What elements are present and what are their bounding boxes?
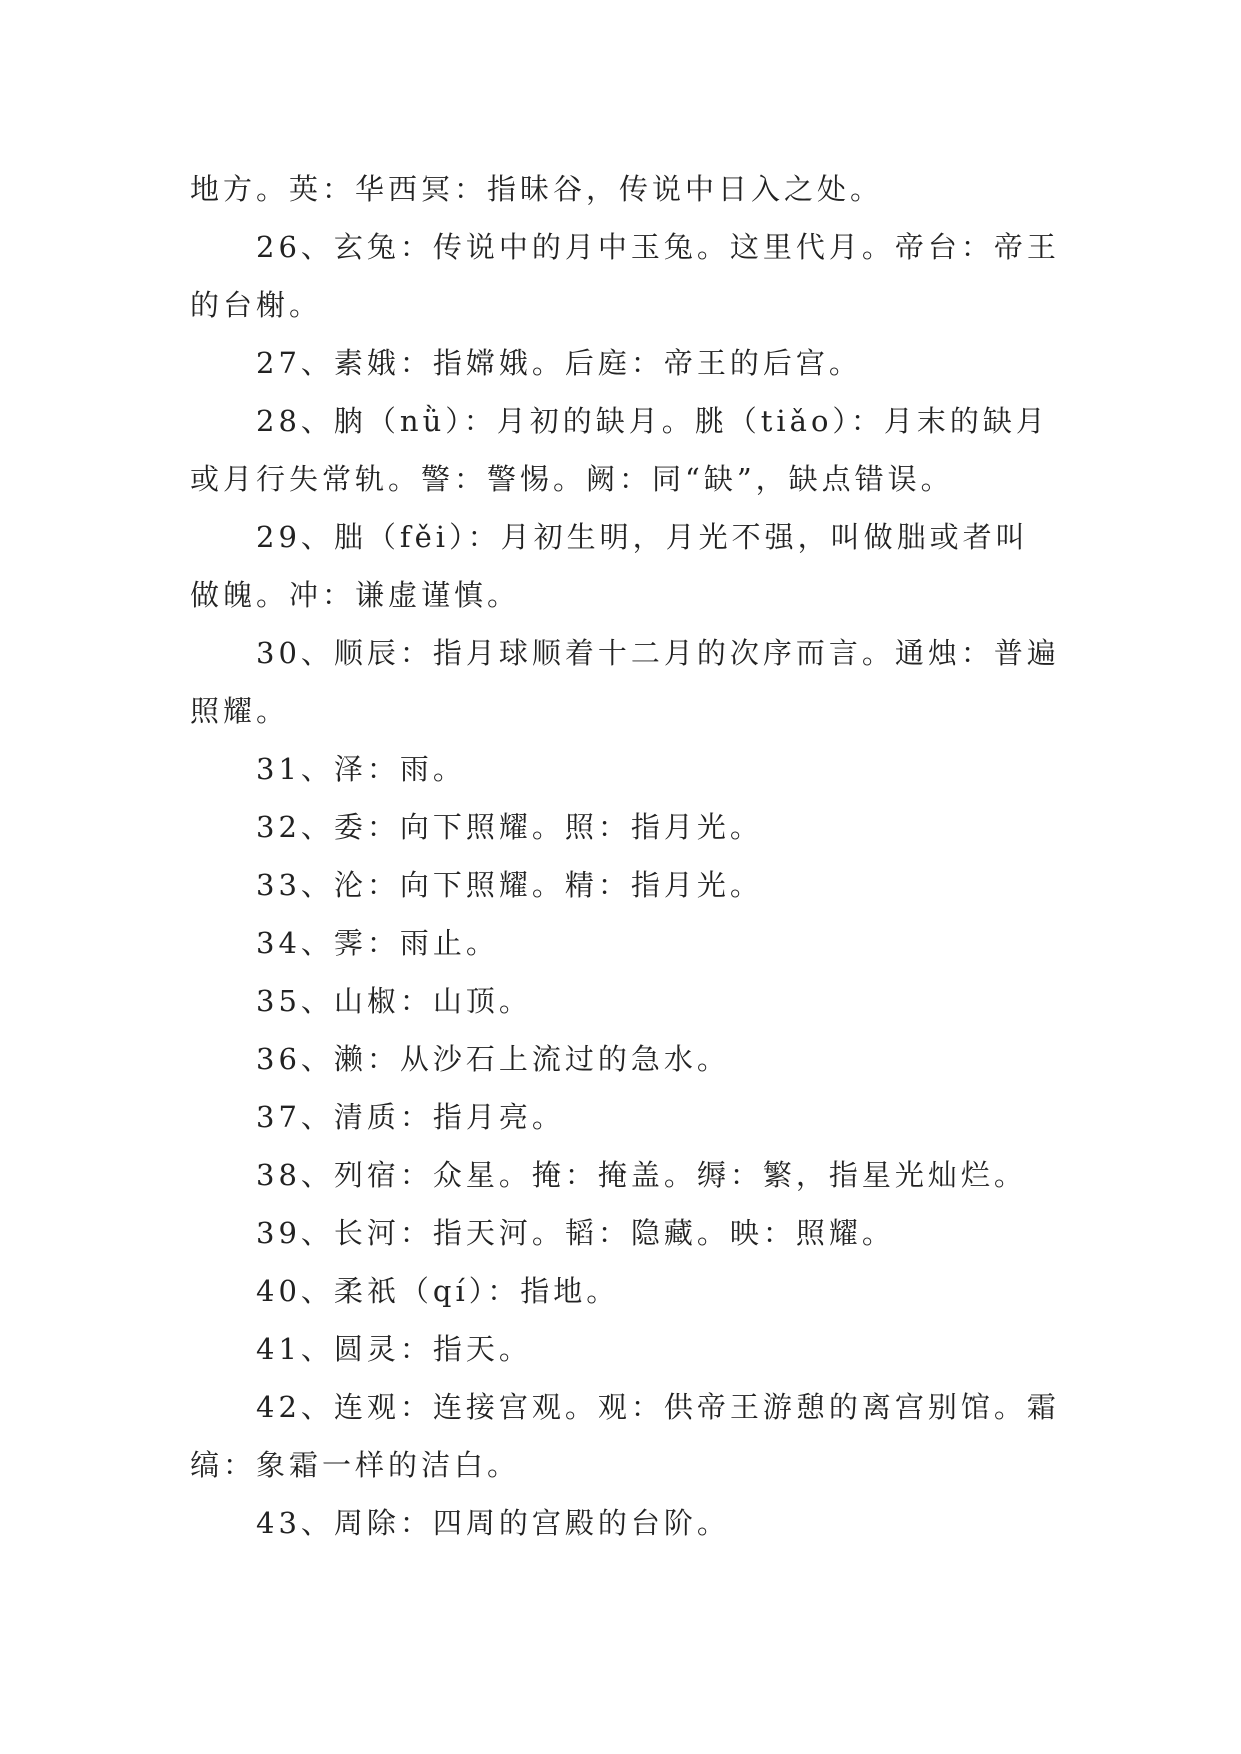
note-40: 40、柔祇（qí）：指地。 xyxy=(256,1274,620,1308)
note-27: 27、素娥：指嫦娥。后庭：帝王的后宫。 xyxy=(256,346,862,380)
note-30: 30、顺辰：指月球顺着十二月的次序而言。通烛：普遍照耀。 xyxy=(190,636,1060,728)
note-37: 37、清质：指月亮。 xyxy=(256,1100,565,1134)
note-43: 43、周除：四周的宫殿的台阶。 xyxy=(256,1506,730,1540)
paragraph-continuation: 地方。英：华西冥：指昧谷，传说中日入之处。 xyxy=(190,172,884,206)
note-28: 28、朒（nǜ）：月初的缺月。朓（tiǎo）：月末的缺月或月行失常轨。警：警惕。阙：同“缺”，缺点错误。 xyxy=(190,404,1049,496)
note-33: 33、沦：向下照耀。精：指月光。 xyxy=(256,868,763,902)
note-42: 42、连观：连接宫观。观：供帝王游憩的离宫别馆。霜缟：象霜一样的洁白。 xyxy=(190,1390,1060,1482)
note-39: 39、长河：指天河。韬：隐藏。映：照耀。 xyxy=(256,1216,895,1250)
note-26: 26、玄兔：传说中的月中玉兔。这里代月。帝台：帝王的台榭。 xyxy=(190,230,1060,322)
note-34: 34、霁：雨止。 xyxy=(256,926,499,960)
note-32: 32、委：向下照耀。照：指月光。 xyxy=(256,810,763,844)
note-38: 38、列宿：众星。掩：掩盖。缛：繁，指星光灿烂。 xyxy=(256,1158,1027,1192)
note-36: 36、濑：从沙石上流过的急水。 xyxy=(256,1042,730,1076)
note-31: 31、泽：雨。 xyxy=(256,752,466,786)
note-41: 41、圆灵：指天。 xyxy=(256,1332,532,1366)
document-body xyxy=(190,160,1060,1552)
note-29: 29、朏（fěi）：月初生明，月光不强，叫做朏或者叫做魄。冲：谦虚谨慎。 xyxy=(190,520,1029,612)
note-35: 35、山椒：山顶。 xyxy=(256,984,532,1018)
